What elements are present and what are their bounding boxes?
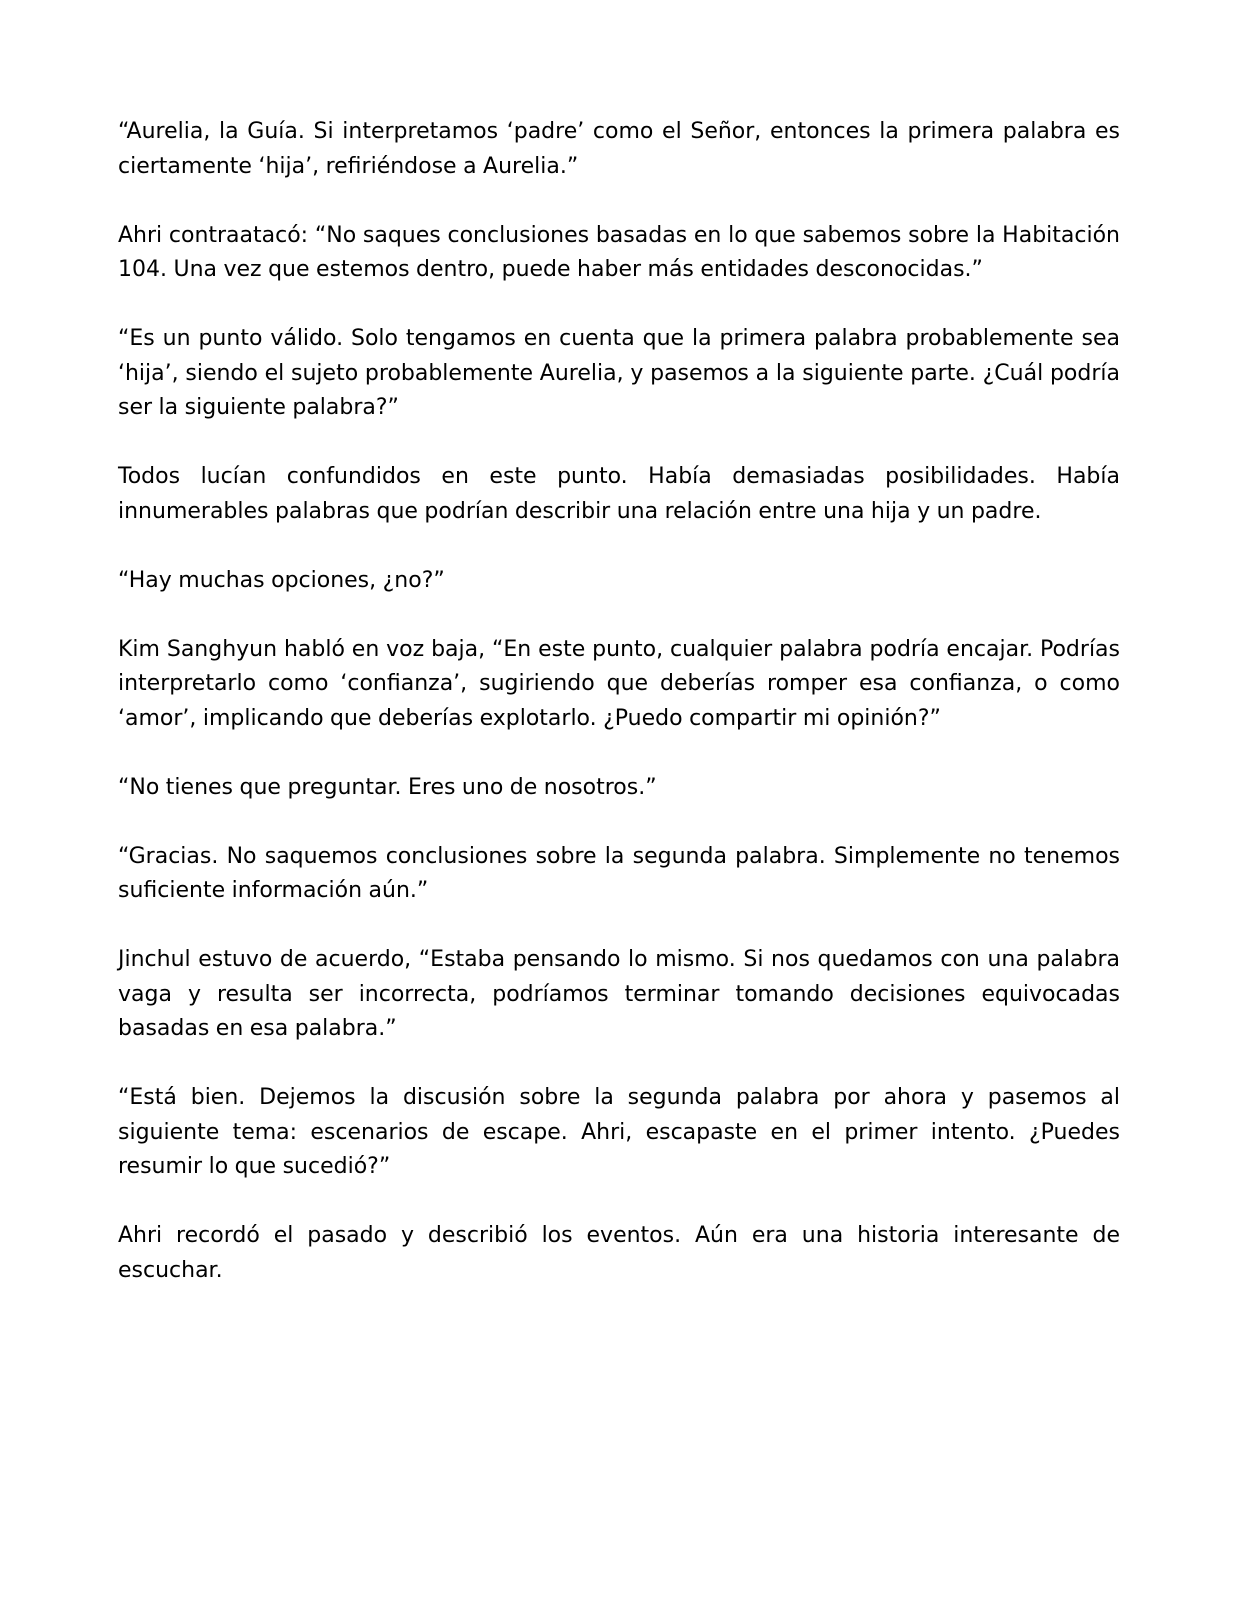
paragraph: Ahri contraatacó: “No saques conclusiones basadas en lo que sabemos sobre la Habitación 104. Una vez que estemos dentro, puede haber más entidades desconocidas.”: [118, 222, 1120, 282]
paragraph: “Es un punto válido. Solo tengamos en cuenta que la primera palabra probablemente sea ‘hija’, siendo el sujeto probablemente Aurelia, y pasemos a la siguiente parte. ¿Cuál podría ser la siguiente palabra?”: [118, 326, 1120, 420]
paragraph: Kim Sanghyun habló en voz baja, “En este punto, cualquier palabra podría encajar. Podrías interpretarlo como ‘confianza’, sugiriendo que deberías romper esa confianza, o como ‘amor’, implicando que deberías explotarlo. ¿Puedo compartir mi opinión?”: [118, 636, 1120, 731]
paragraph: Todos lucían confundidos en este punto. Había demasiadas posibilidades. Había innumerables palabras que podrían describir una relación entre una hija y un padre.: [118, 464, 1120, 524]
paragraph: Ahri recordó el pasado y describió los eventos. Aún era una historia interesante de escuchar.: [118, 1223, 1120, 1283]
paragraph: Jinchul estuvo de acuerdo, “Estaba pensando lo mismo. Si nos quedamos con una palabra vaga y resulta ser incorrecta, podríamos terminar tomando decisiones equivocadas basadas en esa palabra.”: [118, 947, 1120, 1041]
paragraph: “Hay muchas opciones, ¿no?”: [118, 567, 445, 593]
paragraph: “Está bien. Dejemos la discusión sobre la segunda palabra por ahora y pasemos al siguiente tema: escenarios de escape. Ahri, escapaste en el primer intento. ¿Puedes resumir lo que sucedió?”: [118, 1085, 1120, 1179]
paragraph: “No tienes que preguntar. Eres uno de nosotros.”: [118, 774, 657, 800]
paragraph: “Aurelia, la Guía. Si interpretamos ‘padre’ como el Señor, entonces la primera palabra es ciertamente ‘hija’, refiriéndose a Aurelia.”: [118, 119, 1120, 179]
paragraph: “Gracias. No saquemos conclusiones sobre la segunda palabra. Simplemente no tenemos suficiente información aún.”: [118, 843, 1120, 903]
document-body: [118, 115, 1120, 1288]
